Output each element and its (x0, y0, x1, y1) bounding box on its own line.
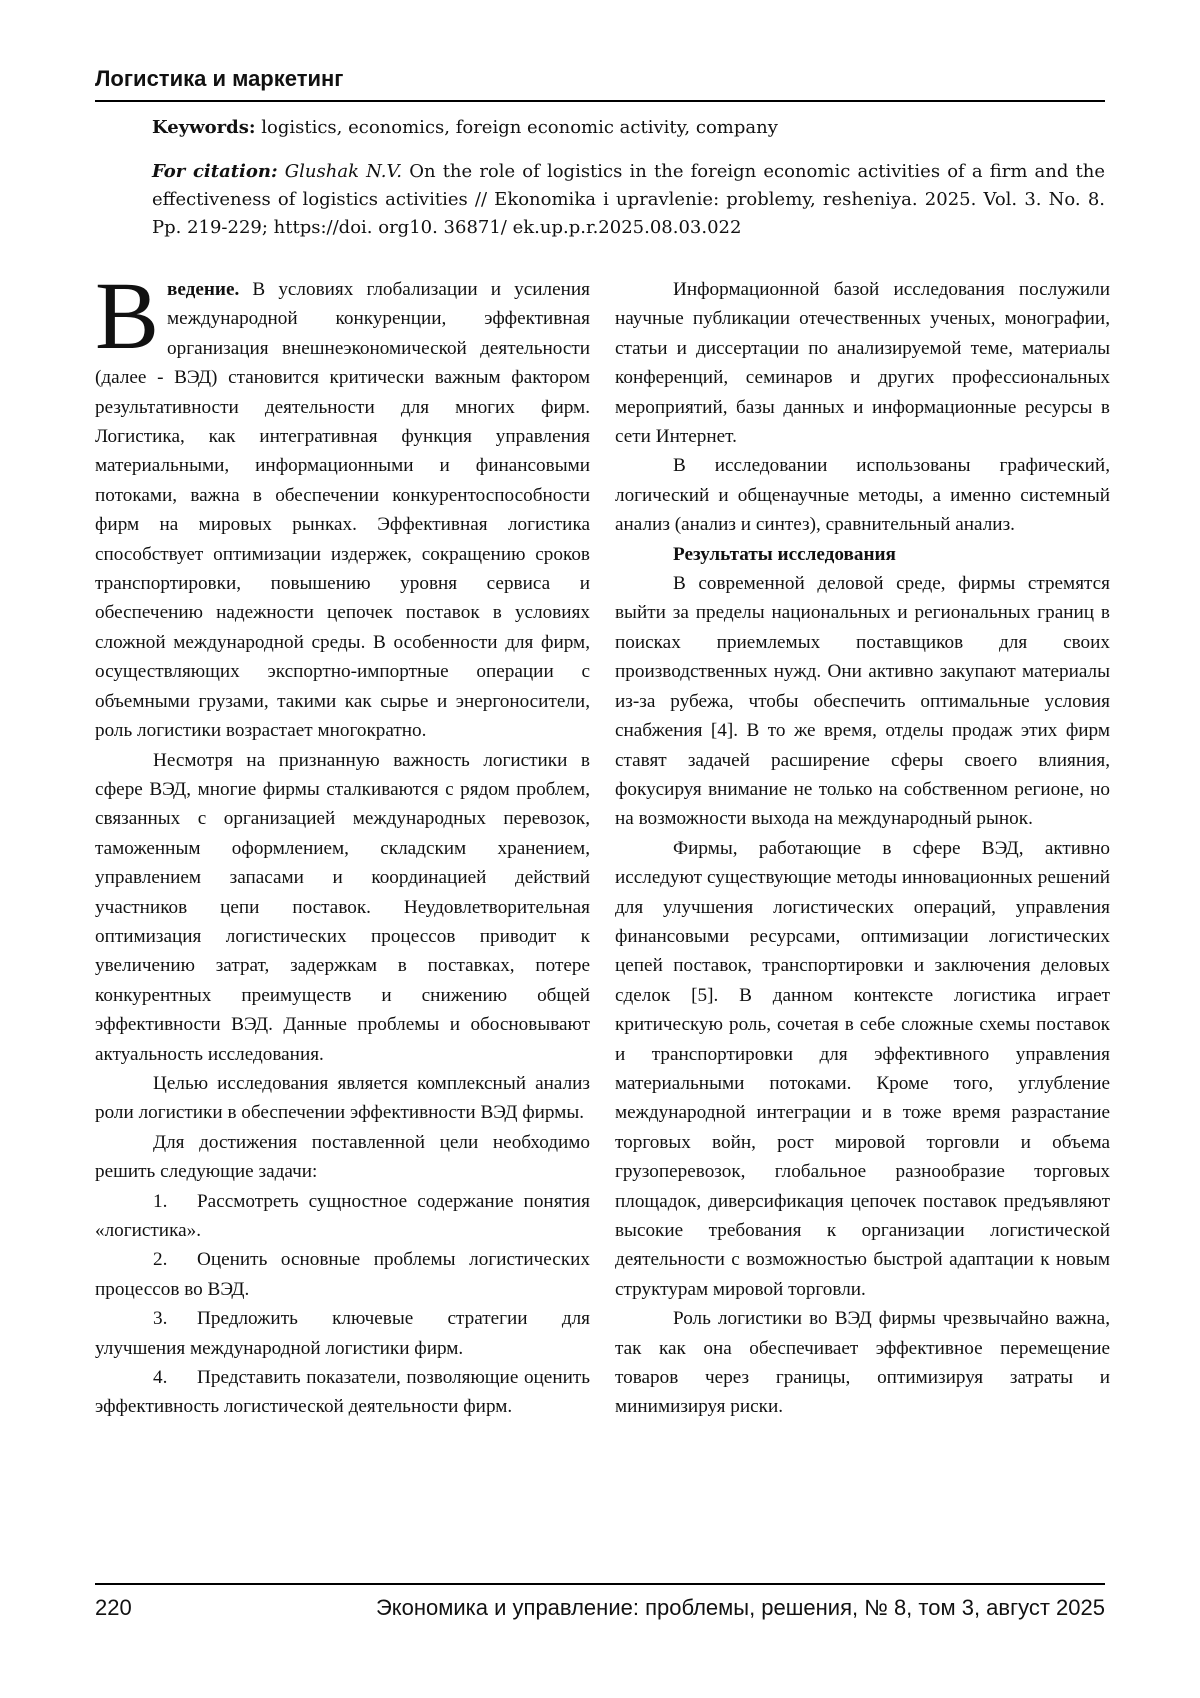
keywords-text: logistics, economics, foreign economic activity, company (261, 117, 778, 138)
article-meta (152, 114, 1105, 242)
task-text: Рассмотреть сущностное содержание понятия «логистика». (95, 1190, 590, 1241)
section-heading: Результаты исследования (673, 543, 896, 565)
intro-bold: ведение. (167, 279, 240, 300)
citation-label: For citation: (152, 161, 278, 182)
keywords-label: Keywords: (152, 117, 256, 138)
intro-text: В условиях глобализации и усиления международной конкуренции, эффективная организация внешнеэкономической деятельности (далее - ВЭД) становится критически важным фактором результативности деятельности для многих фирм. Логистика, как интегративная функция управления материальными, информационными и финансовыми потоками, важна в обеспечении конкурентоспособности фирм на мировых рынках. Эффективная логистика способствует оптимизации издержек, сокращению сроков транспортировки, повышению уровня сервиса и обеспечению надежности цепочек поставок в условиях сложной международной среды. В особенности для фирм, осуществляющих экспортно-импортные операции с объемными грузами, такими как сырье и энергоносители, роль логистики возрастает многократно. (95, 279, 591, 742)
drop-cap: В (95, 262, 160, 369)
page-number: 220 (95, 1595, 132, 1620)
task-text: Предложить ключевые стратегии для улучшения международной логистики фирм. (95, 1308, 590, 1359)
task-number: 3. (153, 1308, 168, 1330)
task-number: 2. (153, 1249, 168, 1271)
citation-author: Glushak N.V. (284, 161, 403, 182)
keywords (152, 114, 1105, 142)
paragraph: Для достижения поставленной цели необходимо решить следующие задачи: (95, 1131, 590, 1183)
task-text: Оценить основные проблемы логистических процессов во ВЭД. (95, 1249, 590, 1300)
page-footer (95, 1583, 1105, 1623)
task-item (95, 1363, 590, 1422)
journal-name: Экономика и управление: проблемы, решения, № 8, том 3, август 2025 (375, 1595, 1105, 1620)
task-text: Представить показатели, позволяющие оценить эффективность логистической деятельности фирм. (95, 1367, 590, 1418)
task-number: 4. (153, 1367, 168, 1389)
task-item (95, 1304, 590, 1363)
task-item (95, 1187, 590, 1246)
paragraph: Роль логистики во ВЭД фирмы чрезвычайно важна, так как она обеспечивает эффективное перемещение товаров через границы, оптимизируя затраты и минимизируя риски. (615, 1308, 1110, 1418)
paragraph: Несмотря на признанную важность логистики в сфере ВЭД, многие фирмы сталкиваются с рядом проблем, связанных с организацией международных перевозок, таможенным оформлением, складским хранением, управлением запасами и координацией действий участников цепи поставок. Неудовлетворительная оптимизация логистических процессов приводит к увеличению затрат, задержкам в поставках, потере конкурентных преимуществ и снижению общей эффективности ВЭД. Данные проблемы и обосновывают актуальность исследования. (95, 749, 590, 1065)
section-title: Логистика и маркетинг (95, 66, 1105, 102)
left-column (95, 262, 591, 1422)
citation-text: On the role of logistics in the foreign economic activities of a firm and the effectiveness of logistics activities // Ekonomika i upravlenie: problemy, resheniya. 2025. Vol. 3. No. 8. Pp. 219-229; https://doi. org10. 36871/ ek.up.p.r.2025.08.03.022 (152, 161, 1106, 238)
right-column (615, 275, 1110, 1422)
paragraph: Целью исследования является комплексный анализ роли логистики в обеспечении эффективности ВЭД фирмы. (95, 1072, 590, 1124)
task-item (95, 1245, 590, 1304)
paragraph: В современной деловой среде, фирмы стремятся выйти за пределы национальных и региональных границ в поисках приемлемых поставщиков для своих производственных нужд. Они активно закупают материалы из-за рубежа, чтобы обеспечить оптимальные условия снабжения [4]. В то же время, отделы продаж этих фирм ставят задачей расширение сферы своего влияния, фокусируя внимание не только на собственном регионе, но на возможности выхода на международный рынок. (615, 573, 1110, 830)
paragraph: Информационной базой исследования послужили научные публикации отечественных ученых, монографии, статьи и диссертации по анализируемой теме, материалы конференций, семинаров и других профессиональных мероприятий, базы данных и информационные ресурсы в сети Интернет. (615, 279, 1110, 448)
task-number: 1. (153, 1190, 168, 1212)
paragraph: В исследовании использованы графический, логический и общенаучные методы, а именно системный анализ (анализ и синтез), сравнительный анализ. (615, 455, 1110, 536)
paragraph: Фирмы, работающие в сфере ВЭД, активно исследуют существующие методы инновационных решений для улучшения логистических операций, управления финансовыми ресурсами, оптимизации логистических цепей поставок, транспортировки и заключения деловых сделок [5]. В данном контексте логистика играет критическую роль, сочетая в себе сложные схемы поставок и транспортировки для эффективного управления материальными потоками. Кроме того, углубление международной интеграции и в тоже время разрастание торговых войн, рост мировой торговли и объема грузоперевозок, глобальное разнообразие торговых площадок, диверсификация цепочек поставок предъявляют высокие требования к организации логистической деятельности с возможностью быстрой адаптации к новым структурам мировой торговли. (615, 837, 1110, 1300)
intro-paragraph (95, 262, 591, 746)
citation (152, 158, 1105, 242)
